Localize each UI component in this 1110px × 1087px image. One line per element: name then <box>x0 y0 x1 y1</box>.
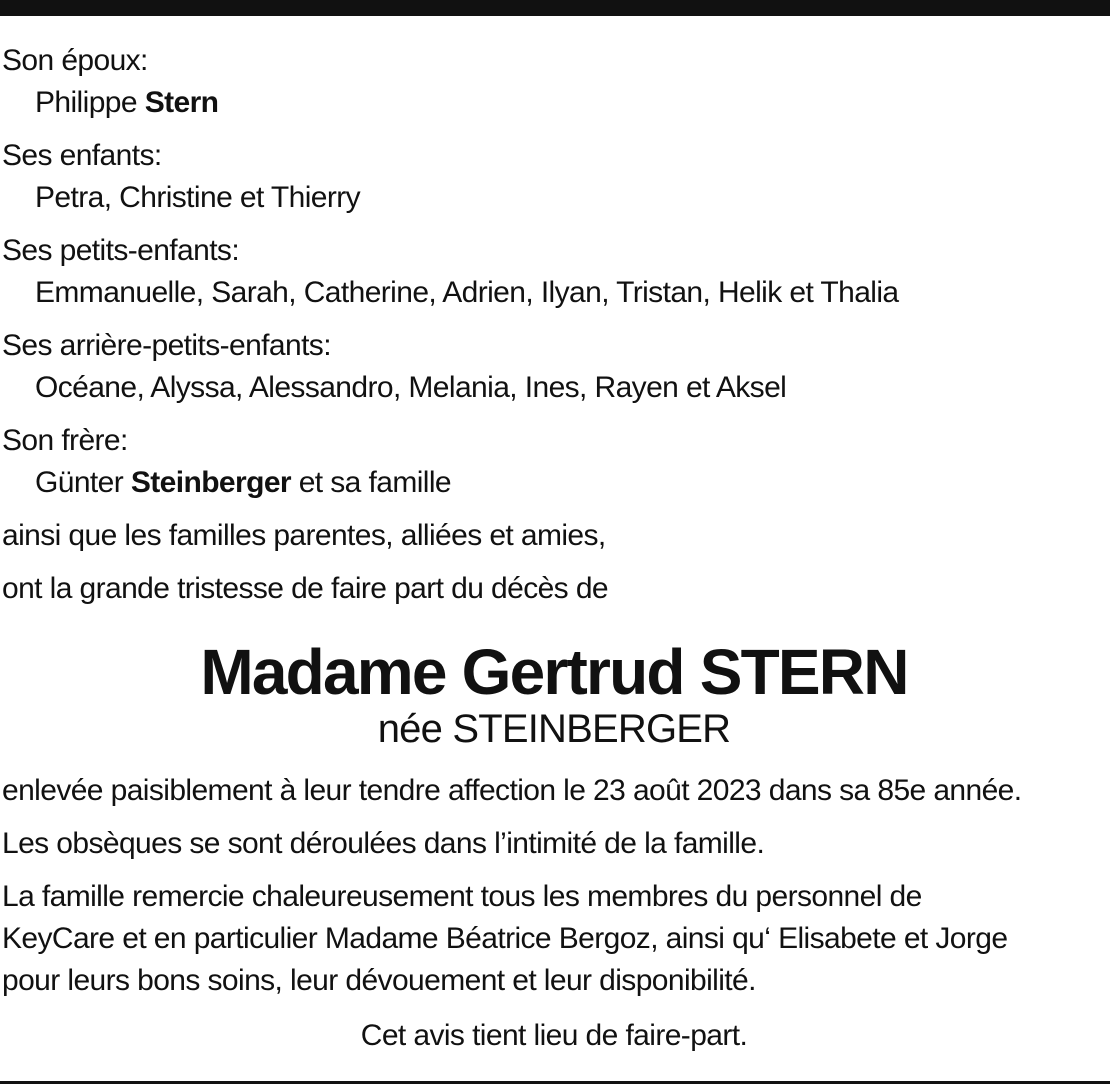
funeral-line: Les obsèques se sont déroulées dans l’intimité de la famille. <box>2 827 765 860</box>
relative-names <box>2 367 1106 409</box>
relative-label: Son époux: <box>2 44 148 77</box>
relative-label: Ses arrière-petits-enfants: <box>2 329 331 362</box>
relative-names-text: Petra, Christine et Thierry <box>35 181 361 214</box>
relative-group-great-grandchildren <box>2 325 1106 409</box>
thanks-paragraph <box>2 876 1106 1002</box>
announcement-line: ont la grande tristesse de faire part du décès de <box>2 572 608 605</box>
deceased-name: Madame Gertrud STERN <box>200 636 908 708</box>
relative-group-children <box>2 135 1106 219</box>
thanks-line: pour leurs bons soins, leur dévouement et leur disponibilité. <box>2 964 756 997</box>
relative-label: Son frère: <box>2 424 128 457</box>
relative-names-text: Philippe <box>35 86 145 119</box>
relative-surname: Steinberger <box>130 466 291 499</box>
thanks-line: La famille remercie chaleureusement tous les membres du personnel de <box>2 880 922 913</box>
relative-names-text: Günter <box>35 466 131 499</box>
maiden-name: née STEINBERGER <box>377 707 731 751</box>
bottom-rule <box>0 1081 1110 1084</box>
relative-names <box>2 177 1106 219</box>
relative-label: Ses petits-enfants: <box>2 234 240 267</box>
thanks-line: KeyCare et en particulier Madame Béatrice Bergoz, ainsi qu‘ Elisabete et Jorge <box>2 922 1008 955</box>
relative-group-brother <box>2 420 1106 504</box>
death-date-line: enlevée paisiblement à leur tendre affection le 23 août 2023 dans sa 85e année. <box>2 774 1022 807</box>
relative-group-spouse <box>2 40 1106 124</box>
closing-line: Cet avis tient lieu de faire-part. <box>360 1019 748 1052</box>
relative-names-text: Océane, Alyssa, Alessandro, Melania, Ines, Rayen et Aksel <box>35 371 787 404</box>
relative-names <box>2 82 1106 124</box>
relative-surname: Stern <box>144 86 219 119</box>
relative-group-grandchildren <box>2 230 1106 314</box>
obituary-notice <box>2 40 1106 1057</box>
top-rule <box>0 0 1110 16</box>
relative-names-suffix: et sa famille <box>290 466 451 499</box>
relative-label: Ses enfants: <box>2 139 162 172</box>
relative-names <box>2 272 1106 314</box>
also-families-line: ainsi que les familles parentes, alliées et amies, <box>2 519 606 552</box>
relative-names-text: Emmanuelle, Sarah, Catherine, Adrien, Ilyan, Tristan, Helik et Thalia <box>35 276 899 309</box>
relative-names <box>2 462 1106 504</box>
